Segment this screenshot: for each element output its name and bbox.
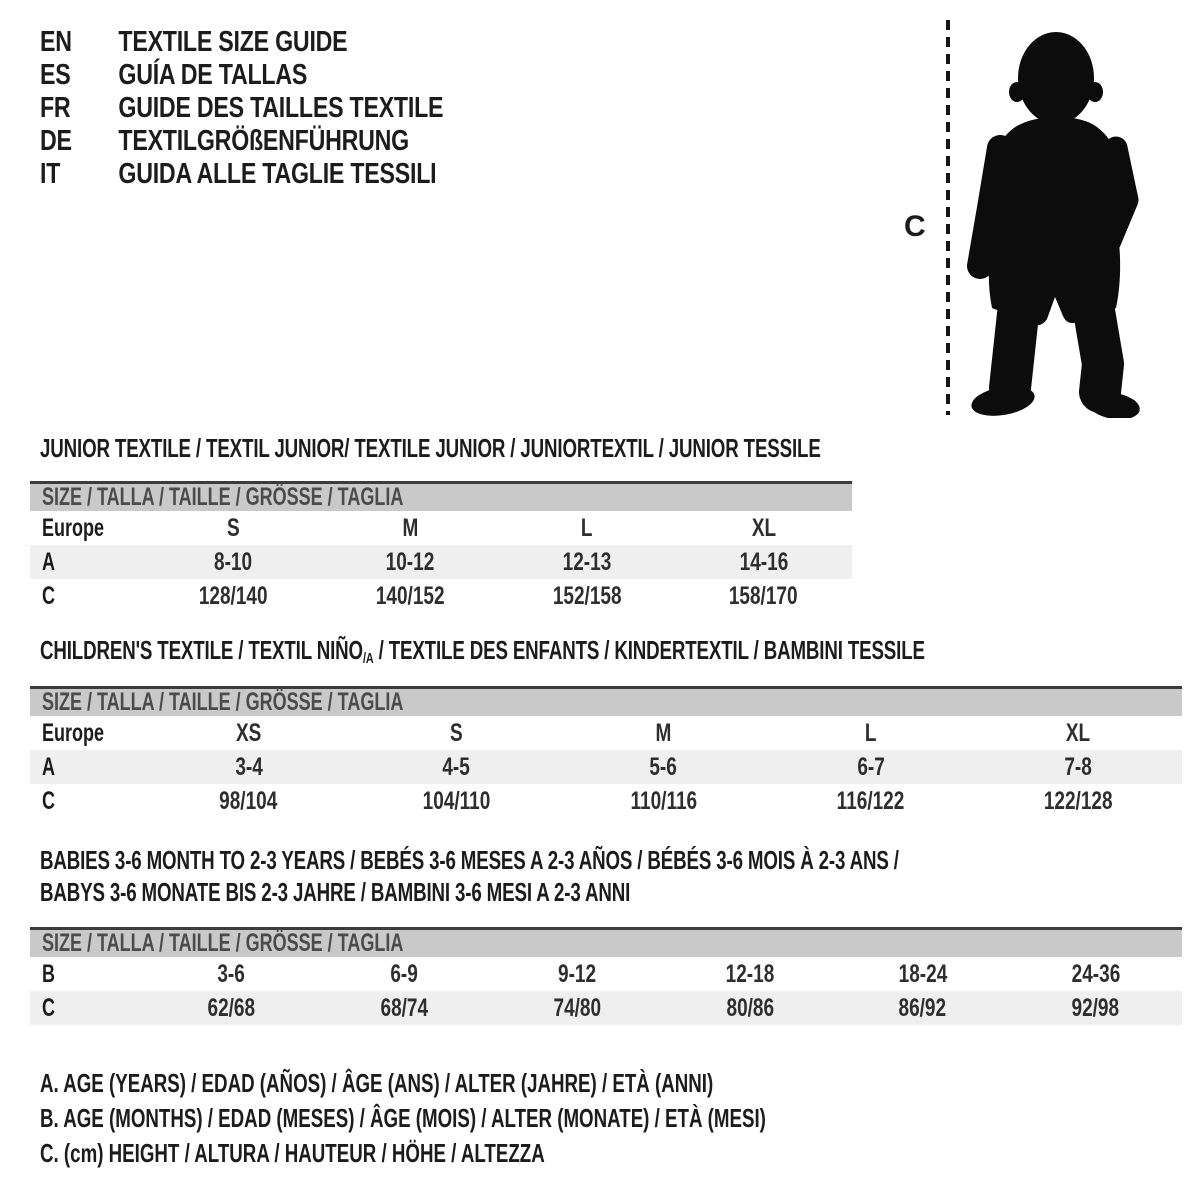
size-value-cell-text: 68/74	[380, 993, 429, 1022]
section-heading-junior-text: JUNIOR TEXTILE / TEXTIL JUNIOR/ TEXTILE JUNIOR / JUNIORTEXTIL / JUNIOR TESSILE	[40, 433, 821, 463]
size-value-cell	[318, 960, 491, 989]
size-value-cell	[675, 548, 852, 577]
column-header-size	[499, 514, 676, 543]
guide-title: GUIDE DES TAILLES TEXTILE	[118, 92, 444, 124]
row-label	[30, 753, 145, 782]
size-value-cell-text: 12-13	[562, 547, 612, 576]
section-heading-children-text	[40, 635, 925, 667]
size-value-cell	[675, 582, 852, 611]
size-value-cell	[1009, 994, 1182, 1023]
size-header-bar-text: SIZE / TALLA / TAILLE / GRÖSSE / TAGLIA	[42, 688, 404, 716]
guide-title: TEXTILGRÖßENFÜHRUNG	[118, 125, 409, 157]
size-value-cell	[560, 753, 767, 782]
row-label	[30, 787, 145, 816]
column-header-region-text: Europe	[42, 513, 105, 542]
size-value-cell	[975, 787, 1182, 816]
size-value-cell	[145, 548, 322, 577]
measure-legend	[40, 1066, 1048, 1171]
table-header-row	[30, 511, 852, 545]
size-value-cell-text: 62/68	[207, 993, 256, 1022]
size-value-cell	[145, 753, 352, 782]
row-label-text: A	[42, 752, 56, 781]
size-value-cell	[1009, 960, 1182, 989]
language-row-en	[40, 26, 443, 59]
table-row-a	[30, 750, 1182, 784]
footnote-text: C. (cm) HEIGHT / ALTURA / HAUTEUR / HÖHE / ALTEZZA	[40, 1138, 545, 1168]
size-value-cell	[499, 582, 676, 611]
size-value-cell-text: 5-6	[649, 752, 678, 781]
size-value-cell-text: 122/128	[1043, 786, 1113, 815]
footnote-line-b	[40, 1101, 1048, 1136]
size-value-cell-text: 10-12	[385, 547, 435, 576]
column-header-size	[145, 719, 352, 748]
size-value-cell-text: 104/110	[422, 786, 490, 815]
column-header-size-text: XL	[751, 513, 776, 542]
size-header-bar	[30, 481, 852, 511]
row-label	[30, 960, 145, 989]
size-header-bar-text: SIZE / TALLA / TAILLE / GRÖSSE / TAGLIA	[42, 483, 404, 511]
section-heading-junior	[40, 433, 1124, 464]
column-header-size-text: L	[581, 513, 593, 542]
size-value-cell	[767, 787, 974, 816]
column-header-size	[322, 514, 499, 543]
height-measure-label	[904, 210, 926, 244]
language-row-es	[40, 59, 443, 92]
size-value-cell-text: 116/122	[837, 786, 905, 815]
size-value-cell	[499, 548, 676, 577]
size-value-cell	[318, 994, 491, 1023]
size-value-cell	[663, 960, 836, 989]
size-value-cell	[352, 753, 559, 782]
footnote-line-c	[40, 1136, 1048, 1171]
children-heading-pre: CHILDREN'S TEXTILE / TEXTIL NIÑO	[40, 635, 363, 665]
section-heading-babies-line1	[40, 845, 1200, 876]
size-value-cell-text: 14-16	[739, 547, 788, 576]
column-header-region	[30, 514, 145, 543]
column-header-region-text: Europe	[42, 718, 105, 747]
size-value-cell	[836, 960, 1009, 989]
size-value-cell	[491, 960, 664, 989]
size-value-cell-text: 128/140	[199, 581, 268, 610]
guide-title: TEXTILE SIZE GUIDE	[118, 26, 348, 58]
column-header-size-text: M	[655, 718, 672, 747]
footnote-line-a	[40, 1066, 1048, 1101]
column-header-size	[975, 719, 1182, 748]
table-row-c	[30, 784, 1182, 818]
children-heading-sub: /A	[362, 650, 374, 668]
size-value-cell-text: 18-24	[898, 959, 948, 988]
size-value-cell-text: 24-36	[1071, 959, 1120, 988]
row-label	[30, 582, 145, 611]
footnote-text: B. AGE (MONTHS) / EDAD (MESES) / ÂGE (MOIS) / ALTER (MONATE) / ETÀ (MESI)	[40, 1103, 766, 1133]
size-value-cell	[836, 994, 1009, 1023]
column-header-size-text: L	[865, 718, 877, 747]
language-title-block	[40, 26, 544, 191]
language-code: FR	[40, 92, 71, 124]
size-value-cell-text: 98/104	[219, 786, 278, 815]
children-size-table	[30, 686, 1182, 818]
children-heading-post: / TEXTILE DES ENFANTS / KINDERTEXTIL / BAMBINI TESSILE	[373, 635, 925, 665]
language-code: ES	[40, 59, 71, 91]
size-value-cell	[322, 582, 499, 611]
height-measure-letter: C	[904, 210, 926, 243]
language-code: IT	[40, 158, 61, 190]
size-value-cell	[322, 548, 499, 577]
column-header-region	[30, 719, 145, 748]
size-header-bar	[30, 927, 1182, 957]
column-header-size	[767, 719, 974, 748]
column-header-size-text: XS	[236, 718, 262, 747]
language-code: EN	[40, 26, 72, 58]
size-value-cell	[975, 753, 1182, 782]
table-row-c	[30, 579, 852, 613]
size-value-cell-text: 92/98	[1071, 993, 1120, 1022]
toddler-silhouette-icon	[966, 16, 1142, 418]
size-value-cell-text: 158/170	[729, 581, 798, 610]
row-label-text: B	[42, 959, 56, 988]
row-label-text: C	[42, 581, 56, 610]
table-header-row	[30, 716, 1182, 750]
size-value-cell-text: 3-4	[234, 752, 263, 781]
size-value-cell	[491, 994, 664, 1023]
size-value-cell	[560, 787, 767, 816]
size-value-cell-text: 74/80	[553, 993, 601, 1022]
table-row-a	[30, 545, 852, 579]
junior-size-table	[30, 481, 852, 613]
size-value-cell	[145, 787, 352, 816]
babies-heading-line2-text: BABYS 3-6 MONATE BIS 2-3 JAHRE / BAMBINI 3-6 MESI A 2-3 ANNI	[40, 877, 631, 907]
size-value-cell-text: 152/158	[552, 581, 622, 610]
height-dashed-line	[946, 20, 950, 415]
size-value-cell	[352, 787, 559, 816]
size-value-cell-text: 80/86	[726, 993, 774, 1022]
footnote-text: A. AGE (YEARS) / EDAD (AÑOS) / ÂGE (ANS) / ALTER (JAHRE) / ETÀ (ANNI)	[40, 1068, 714, 1098]
column-header-size	[145, 514, 322, 543]
column-header-size	[675, 514, 852, 543]
guide-title: GUÍA DE TALLAS	[118, 59, 308, 91]
row-label-text: A	[42, 547, 56, 576]
size-header-bar	[30, 686, 1182, 716]
column-header-size-text: S	[227, 513, 240, 542]
size-value-cell	[663, 994, 836, 1023]
column-header-size	[352, 719, 559, 748]
size-value-cell-text: 9-12	[558, 959, 597, 988]
row-label-text: C	[42, 786, 56, 815]
size-value-cell-text: 3-6	[217, 959, 246, 988]
size-value-cell-text: 140/152	[375, 581, 445, 610]
column-header-size	[560, 719, 767, 748]
column-header-size-text: M	[402, 513, 419, 542]
language-code: DE	[40, 125, 72, 157]
size-value-cell	[145, 960, 318, 989]
row-label-text: C	[42, 993, 56, 1022]
size-value-cell-text: 6-9	[390, 959, 418, 988]
section-heading-babies-line2	[40, 877, 860, 908]
language-row-fr	[40, 92, 443, 125]
babies-size-table	[30, 927, 1182, 1025]
size-value-cell	[145, 582, 322, 611]
size-header-bar-text: SIZE / TALLA / TAILLE / GRÖSSE / TAGLIA	[42, 929, 404, 957]
size-value-cell-text: 6-7	[857, 752, 885, 781]
size-value-cell-text: 12-18	[725, 959, 775, 988]
row-label	[30, 994, 145, 1023]
language-row-it	[40, 158, 443, 191]
column-header-size-text: S	[449, 718, 463, 747]
size-value-cell-text: 110/116	[630, 786, 697, 815]
row-label	[30, 548, 145, 577]
size-value-cell-text: 86/92	[898, 993, 947, 1022]
table-row-c	[30, 991, 1182, 1025]
table-row-b	[30, 957, 1182, 991]
size-value-cell	[145, 994, 318, 1023]
babies-heading-line1-text: BABIES 3-6 MONTH TO 2-3 YEARS / BEBÉS 3-6 MESES A 2-3 AÑOS / BÉBÉS 3-6 MOIS À 2-3 ANS /	[40, 845, 899, 875]
section-heading-children	[40, 635, 1200, 667]
size-value-cell	[767, 753, 974, 782]
size-value-cell-text: 4-5	[442, 752, 470, 781]
size-value-cell-text: 7-8	[1064, 752, 1093, 781]
guide-title: GUIDA ALLE TAGLIE TESSILI	[118, 158, 437, 190]
language-row-de	[40, 125, 443, 158]
size-value-cell-text: 8-10	[214, 547, 253, 576]
column-header-size-text: XL	[1066, 718, 1091, 747]
